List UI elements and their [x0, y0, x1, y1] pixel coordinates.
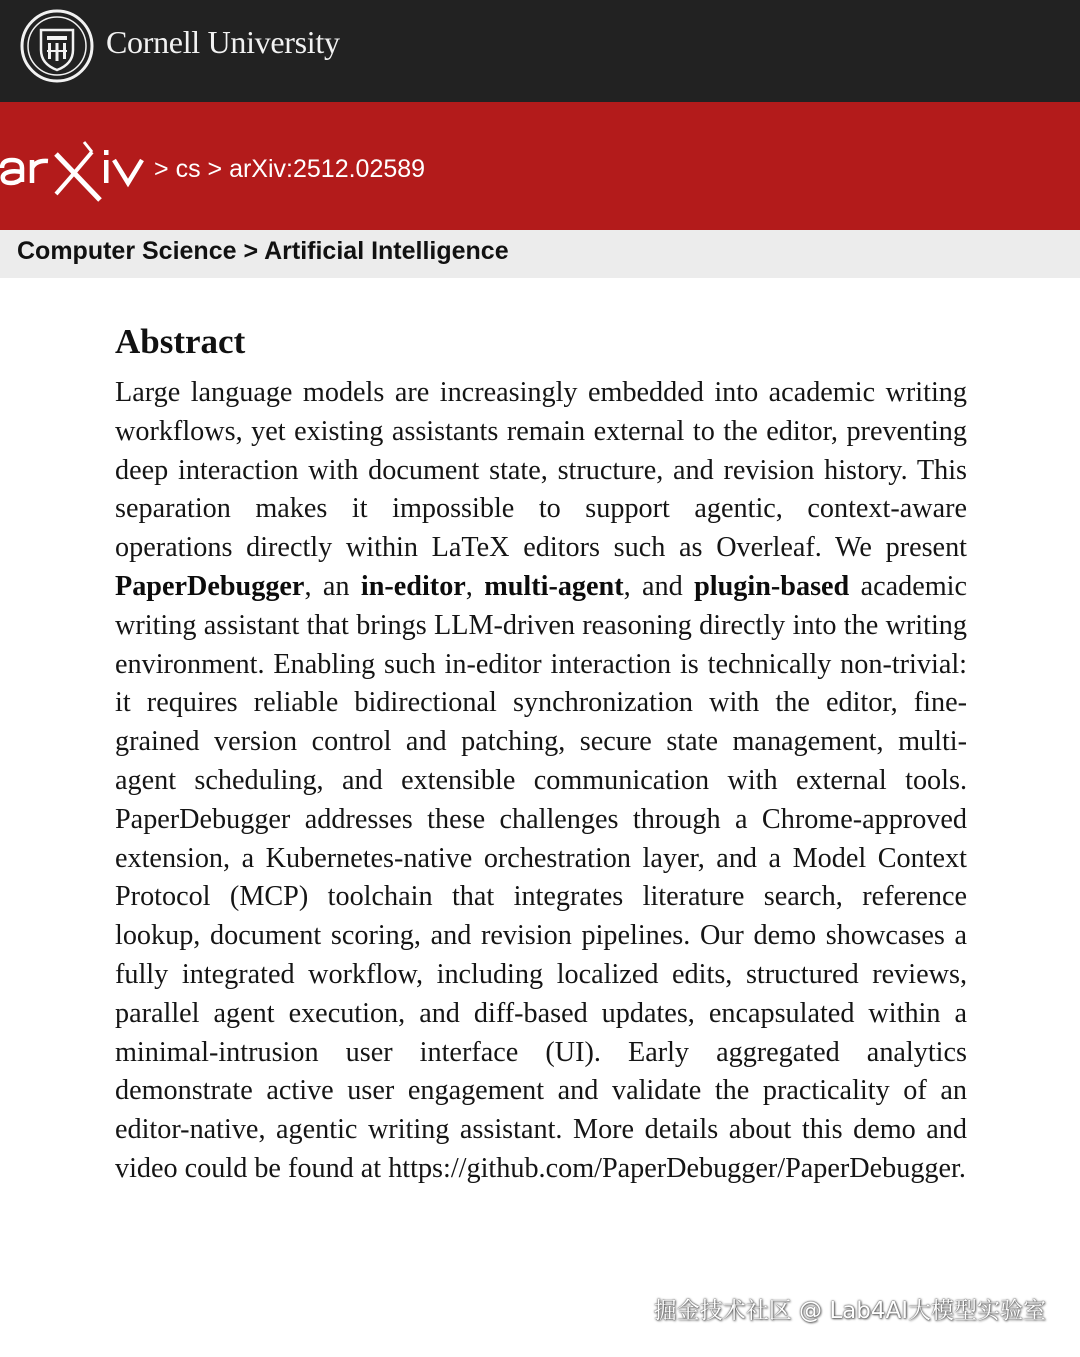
breadcrumb [154, 155, 425, 184]
abstract-bold-term: in-editor [360, 570, 466, 602]
abstract-bold-term: PaperDebugger [115, 570, 305, 602]
watermark: 掘金技术社区 @ Lab4AI大模型实验室 [653, 1298, 1046, 1324]
breadcrumb-separator: > [207, 155, 223, 183]
abstract-text [115, 374, 967, 1189]
institution-name[interactable]: Cornell University [106, 24, 340, 60]
breadcrumb-separator: > [154, 155, 169, 183]
abstract-heading: Abstract [115, 322, 246, 361]
subject-field: Computer Science [17, 237, 237, 265]
abstract-segment: , an [304, 570, 361, 602]
subject-bar [0, 230, 1080, 278]
abstract-segment: , and [623, 570, 695, 602]
abstract-bold-term: multi-agent [484, 570, 624, 602]
breadcrumb-paper-id[interactable]: arXiv:2512.02589 [229, 155, 426, 183]
abstract-segment: , [465, 570, 485, 602]
subject-breadcrumb [17, 237, 509, 266]
cornell-header [0, 0, 1080, 102]
abstract-segment: academic writing assistant that brings LLM-driven reasoning directly into the writing environment. Enabling such in-editor interaction is technically non-trivial: it requires reliable bidirectional synchronization with the editor, fine-grained version control and patching, secure state management, multi-agent scheduling, and extensible communication with external tools. PaperDebugger addresses these challenges through a Chrome-approved extension, a Kubernetes-native orchestration layer, and a Model Context Protocol (MCP) toolchain that integrates literature search, reference lookup, document scoring, and revision pipelines. Our demo showcases a fully integrated workflow, including localized edits, structured reviews, parallel agent execution, and diff-based updates, encapsulated within a minimal-intrusion user interface (UI). Early aggregated analytics demonstrate active user engagement and validate the practicality of an editor-native, agentic writing assistant. More details about this demo and video could be found at https://github.com/PaperDebugger/PaperDebugger. [115, 570, 968, 1184]
subject-subfield: Artificial Intelligence [264, 237, 509, 265]
abstract-segment: Large language models are increasingly embedded into academic writing workflows, yet existing assistants remain external to the editor, preventing deep interaction with document state, structure, and revision history. This separation makes it impossible to support agentic, context-aware operations directly within LaTeX editors such as Overleaf. We present [115, 377, 967, 564]
arxiv-header [0, 102, 1080, 230]
cornell-seal-icon[interactable] [19, 8, 95, 84]
subject-separator: > [243, 237, 259, 265]
arxiv-logo[interactable] [0, 132, 152, 204]
breadcrumb-category-link[interactable]: cs [175, 155, 201, 183]
abstract-bold-term: plugin-based [694, 570, 850, 602]
